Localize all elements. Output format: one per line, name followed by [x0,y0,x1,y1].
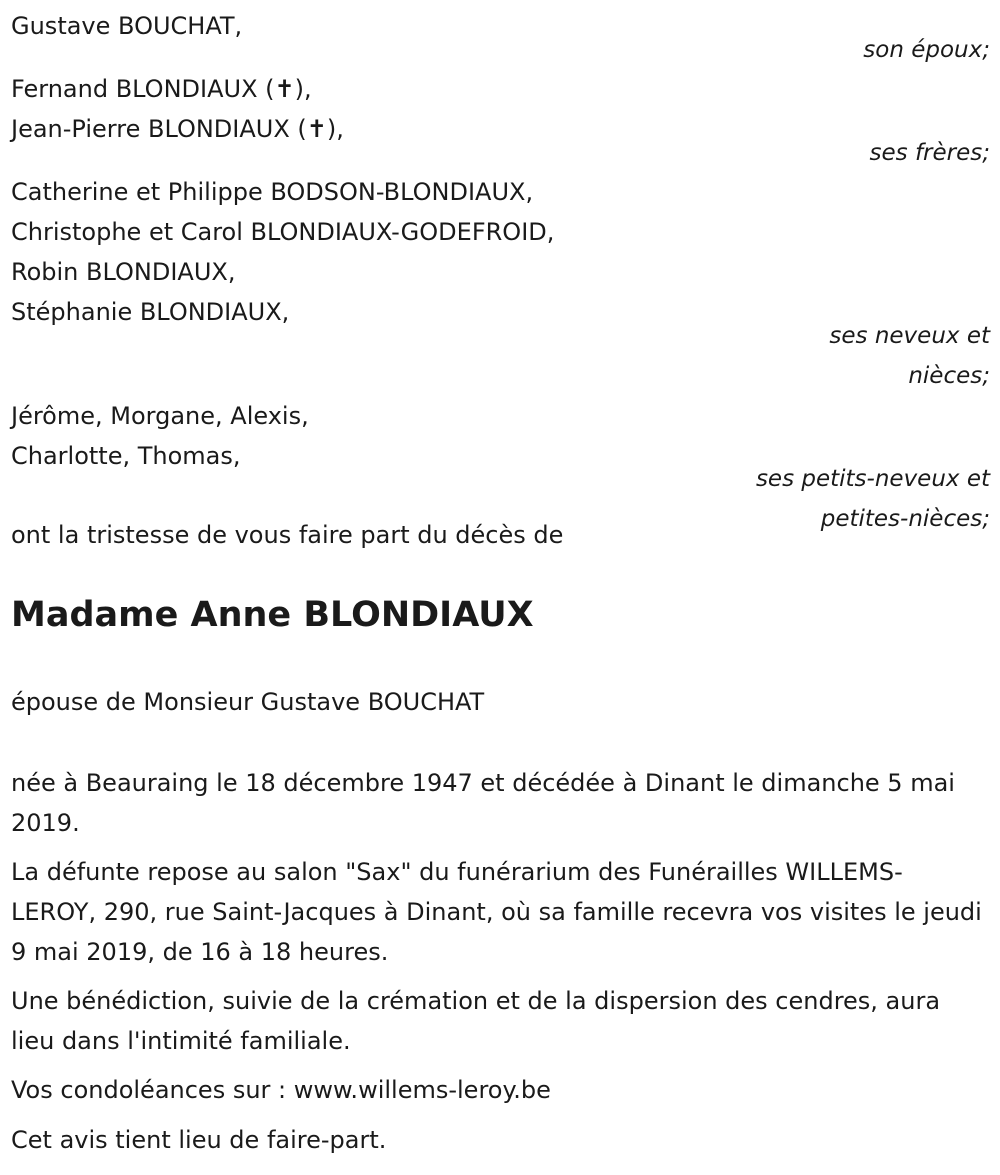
nephew-name: Stéphanie BLONDIAUX, [11,298,290,326]
ceremony-text: Une bénédiction, suivie de la crémation et de la dispersion des cendres, aura lieu dans l'intimité familiale. [11,987,941,1055]
notice-text: Cet avis tient lieu de faire-part. [11,1126,387,1154]
announcement-text: ont la tristesse de vous faire part du décès de [11,521,564,549]
birth-death-text: née à Beauraing le 18 décembre 1947 et décédée à Dinant le dimanche 5 mai 2019. [11,769,955,837]
nephews-role: ses neveux et [829,323,990,349]
rest-info-text: La défunte repose au salon "Sax" du funérarium des Funérailles WILLEMS-LEROY, 290, rue Saint-Jacques à Dinant, où sa famille recevra vos visites le jeudi 9 mai 2019, de 16 à 18 heures. [11,858,982,966]
deceased-name: Madame Anne BLONDIAUX [11,595,534,635]
nephews-role: nièces; [908,363,990,389]
grandnephews-role: ses petits-neveux et [755,466,990,492]
nephew-name: Robin BLONDIAUX, [11,258,236,286]
spouse-name: Gustave BOUCHAT, [11,12,243,40]
nephew-name: Christophe et Carol BLONDIAUX-GODEFROID, [11,218,555,246]
spouse-of-text: épouse de Monsieur Gustave BOUCHAT [11,688,485,716]
grandnephews-role: petites-nièces; [820,506,990,532]
spouse-role: son époux; [863,37,990,63]
nephew-name: Catherine et Philippe BODSON-BLONDIAUX, [11,178,534,206]
brother-name: Fernand BLONDIAUX (✝), [11,75,312,103]
grandnephew-names: Jérôme, Morgane, Alexis, [11,402,309,430]
condolences-text: Vos condoléances sur : www.willems-leroy.be [11,1076,551,1104]
brother-name: Jean-Pierre BLONDIAUX (✝), [11,115,344,143]
brothers-role: ses frères; [869,140,990,166]
grandnephew-names: Charlotte, Thomas, [11,442,241,470]
